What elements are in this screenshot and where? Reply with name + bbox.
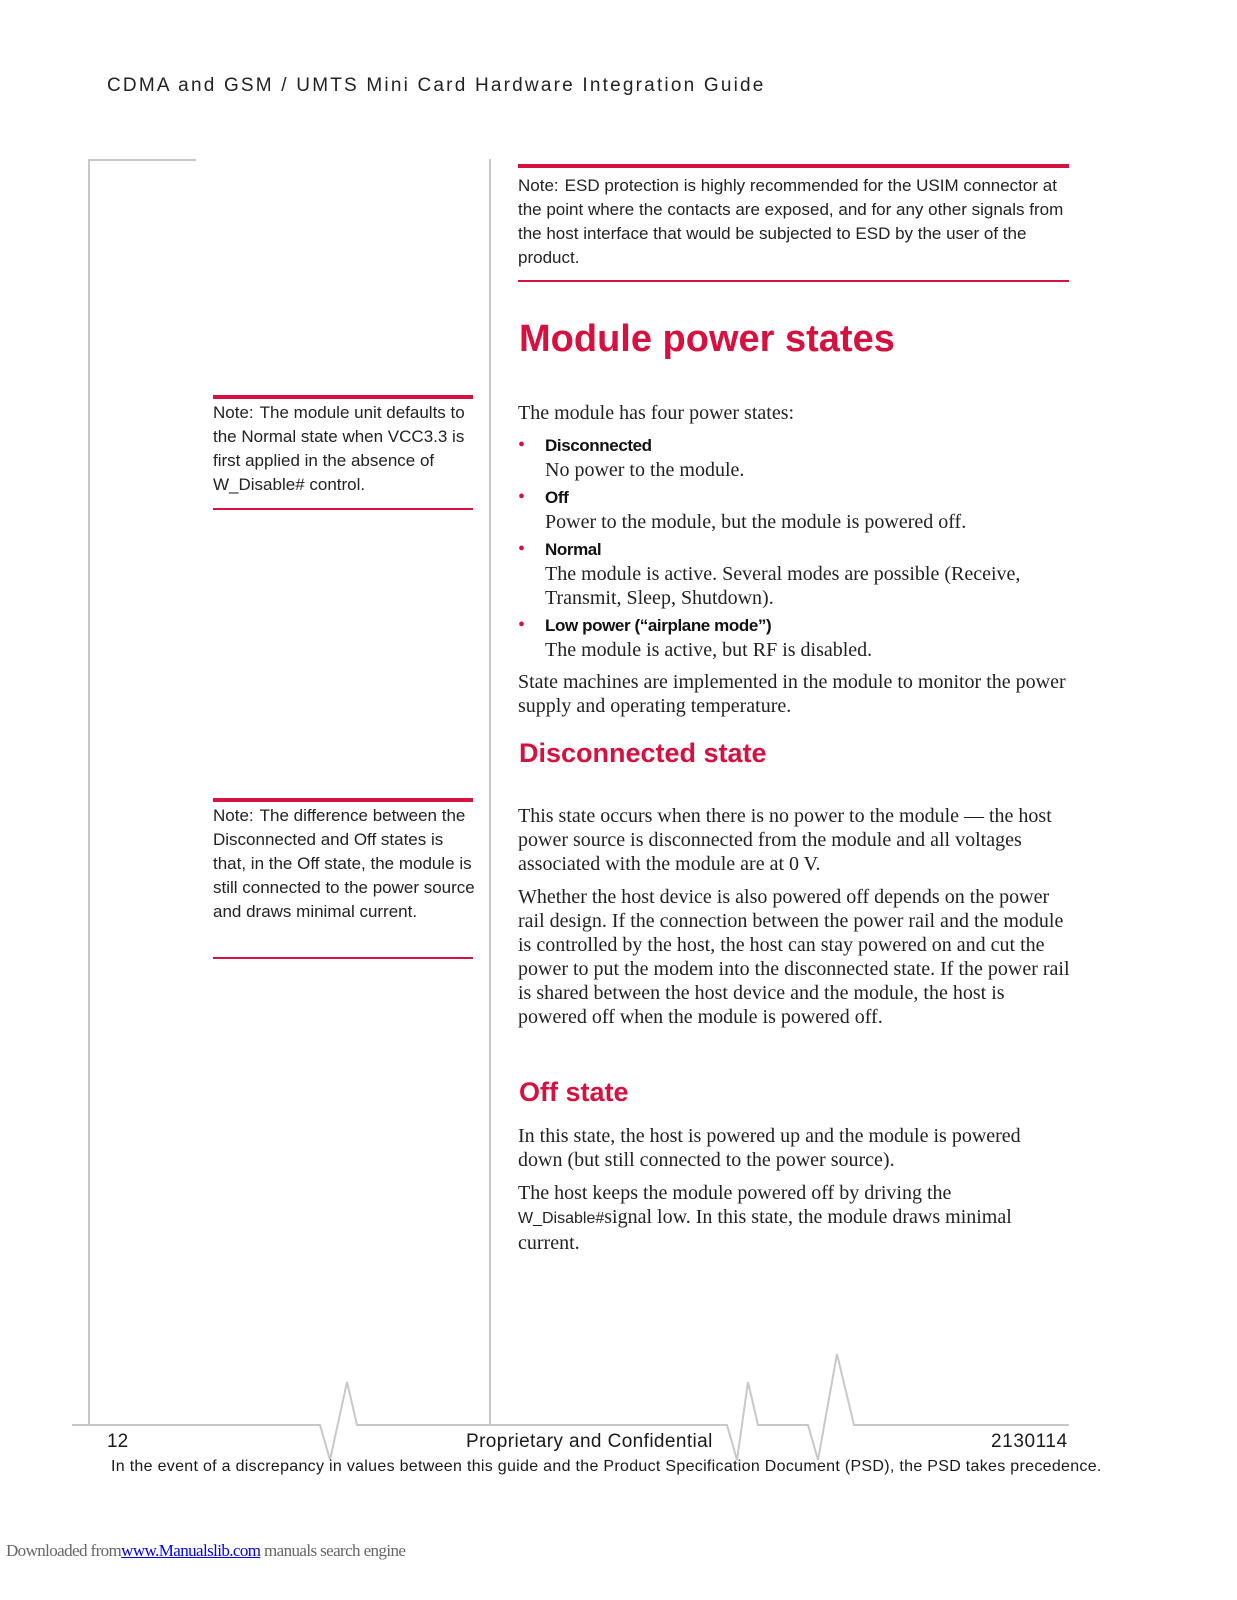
off-state-heading: Off state: [519, 1077, 629, 1107]
side-note-1-bottom-rule: [213, 508, 473, 510]
manualslib-link[interactable]: www.Manualslib.com: [121, 1541, 261, 1560]
off-paragraph-2-pre: The host keeps the module powered off by driving the: [518, 1182, 952, 1204]
side-note-2-text: The difference between the Disconnected and Off states is that, in the Off state, the module is still connected to the power source and draws minimal current.: [213, 806, 475, 921]
bullet-icon: •: [518, 486, 526, 508]
document-number: 2130114: [991, 1431, 1068, 1452]
off-state-body: [518, 1124, 1070, 1264]
state-machines-paragraph: State machines are implemented in the module to monitor the power supply and operating temperature.: [518, 671, 1066, 717]
top-note-text: ESD protection is highly recommended for the USIM connector at the point where the contacts are exposed, and for any other signals from the host interface that would be subjected to ESD by the user of the product.: [518, 176, 1064, 267]
power-states-list: [518, 434, 1070, 662]
side-note-2-bottom-rule: [213, 957, 473, 959]
list-item: [518, 538, 1070, 610]
disconnected-state-heading: Disconnected state: [519, 738, 767, 768]
download-source-line: [6, 1541, 405, 1561]
state-desc: The module is active. Several modes are possible (Receive, Transmit, Sleep, Shutdown).: [545, 563, 1021, 609]
state-desc: Power to the module, but the module is powered off.: [545, 511, 967, 533]
disconnected-paragraph-2: Whether the host device is also powered off depends on the power rail design. If the connection between the power rail and the module is controlled by the host, the host can stay powered on and cut the power to put the modem into the disconnected state. If the power rail is shared between the host device and the module, the host is powered off when the module is powered off.: [518, 886, 1070, 1028]
state-term: Disconnected: [545, 436, 652, 455]
state-term: Low power (“airplane mode”): [545, 616, 772, 635]
page-number: 12: [107, 1431, 129, 1452]
top-margin-rule: [88, 159, 196, 161]
side-note-1-top-rule: [213, 395, 473, 399]
download-suffix: manuals search engine: [264, 1541, 406, 1560]
list-item: [518, 434, 1070, 482]
off-paragraph-1: In this state, the host is powered up and the module is powered down (but still connected to the power source).: [518, 1125, 1021, 1171]
left-margin-rule: [88, 159, 90, 1426]
state-desc: No power to the module.: [545, 459, 745, 481]
state-desc: The module is active, but RF is disabled.: [545, 639, 873, 661]
bullet-icon: •: [518, 434, 526, 456]
main-body-section-1: [518, 401, 1070, 727]
document-header: CDMA and GSM / UMTS Mini Card Hardware Integration Guide: [107, 75, 766, 96]
column-divider: [489, 159, 491, 1426]
side-note-2-label: Note:: [213, 806, 254, 825]
bullet-icon: •: [518, 614, 526, 636]
side-note-1: [213, 401, 475, 497]
state-term: Normal: [545, 540, 602, 559]
w-disable-signal: W_Disable#: [518, 1210, 605, 1227]
list-item: [518, 614, 1070, 662]
top-note-top-rule: [518, 164, 1069, 168]
bullet-icon: •: [518, 538, 526, 560]
side-note-1-label: Note:: [213, 403, 254, 422]
page-title: Module power states: [519, 318, 895, 360]
footer-disclaimer: In the event of a discrepancy in values between this guide and the Product Specification Document (PSD), the PSD takes precedence.: [111, 1458, 1102, 1475]
state-term: Off: [545, 488, 569, 507]
off-paragraph-2-post: signal low. In this state, the module draws minimal current.: [518, 1206, 1012, 1254]
download-prefix: Downloaded from: [6, 1541, 122, 1560]
side-note-1-text: The module unit defaults to the Normal state when VCC3.3 is first applied in the absence of W_Disable# control.: [213, 403, 465, 494]
confidential-label: Proprietary and Confidential: [466, 1431, 713, 1452]
top-note-bottom-rule: [518, 280, 1069, 282]
top-note-label: Note:: [518, 176, 559, 195]
intro-paragraph: The module has four power states:: [518, 402, 795, 424]
top-note: [518, 174, 1068, 270]
disconnected-paragraph-1: This state occurs when there is no power to the module — the host power source is disconnected from the module and all voltages associated with the module are at 0 V.: [518, 805, 1052, 875]
side-note-2: [213, 804, 475, 924]
list-item: [518, 486, 1070, 534]
side-note-2-top-rule: [213, 798, 473, 802]
disconnected-state-body: [518, 804, 1070, 1038]
off-paragraph-2: [518, 1181, 1070, 1255]
